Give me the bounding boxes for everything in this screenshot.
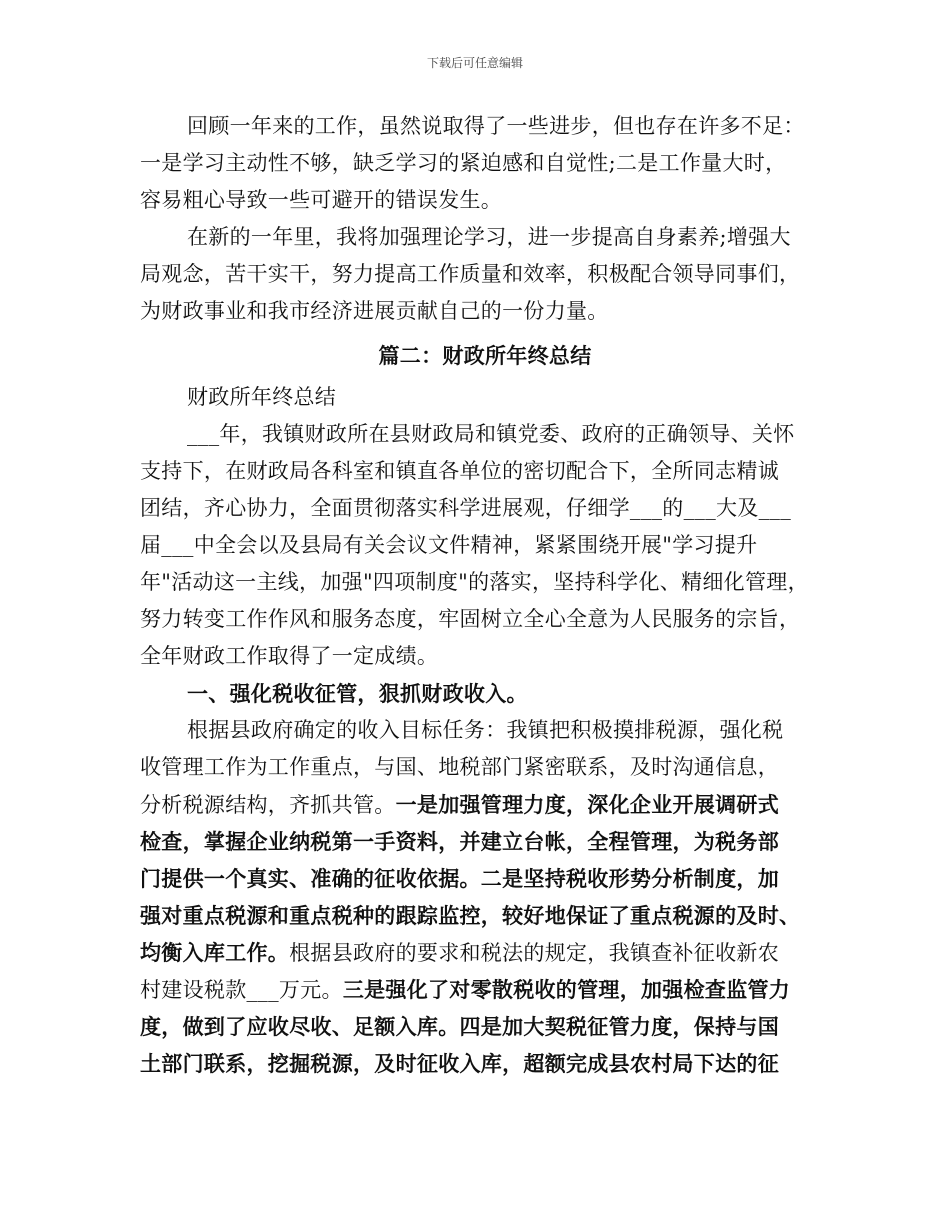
text-line: 土部门联系，挖掘税源，及时征收入库，超额完成县农村局下达的征 — [140, 1051, 779, 1076]
text-run: 分析税源结构，齐抓共管。 — [140, 793, 396, 817]
section-heading: 一、强化税收征管，狠抓财政收入。 — [187, 681, 528, 706]
paragraph-intro — [140, 416, 830, 675]
paragraph-review — [140, 108, 830, 219]
text-line — [140, 786, 830, 823]
text-line: 检查，掌握企业纳税第一手资料，并建立台帐，全程管理，为税务部 — [140, 829, 779, 854]
header-note: 下载后可任意编辑 — [426, 56, 523, 70]
bold-text-run: 均衡入库工作。 — [140, 940, 290, 965]
bold-text-run: 一是加强管理力度，深化企业开展调研式 — [395, 792, 780, 817]
text-line: 强对重点税源和重点税种的跟踪监控，较好地保证了重点税源的及时、 — [140, 903, 801, 928]
text-run: 根据县政府的要求和税法的规定，我镇查补征收新农 — [289, 941, 780, 965]
text-run: 村建设税款___万元。 — [140, 978, 343, 1002]
paragraph-plan — [140, 219, 830, 330]
bold-text-run: 三是强化了对零散税收的管理，加强检查监管力 — [342, 977, 791, 1002]
text-line: 努力转变工作作风和服务态度，牢固树立全心全意为人民服务的宗旨， — [140, 607, 801, 631]
text-line: 届___中全会以及县局有关会议文件精神，紧紧围绕开展"学习提升 — [140, 533, 758, 557]
text-line: 一是学习主动性不够，缺乏学习的紧迫感和自觉性;二是工作量大时， — [140, 151, 787, 175]
text-line: 为财政事业和我市经济进展贡献自己的一份力量。 — [140, 299, 609, 323]
text-line: 在新的一年里，我将加强理论学习，进一步提高自身素养;增强大 — [187, 225, 791, 249]
document-body — [140, 108, 830, 1082]
text-line: 根据县政府确定的收入目标任务：我镇把积极摸排税源，强化税 — [187, 718, 784, 742]
text-line — [140, 971, 830, 1008]
text-line: 局观念，苦干实干，努力提高工作质量和效率，积极配合领导同事们， — [140, 262, 801, 286]
text-line: 收管理工作为工作重点，与国、地税部门紧密联系，及时沟通信息， — [140, 755, 779, 779]
paragraph-tax — [140, 712, 830, 1082]
text-line: 回顾一年来的工作，虽然说取得了一些进步，但也存在许多不足： — [187, 114, 805, 138]
section-title: 篇二：财政所年终总结 — [378, 343, 592, 368]
text-line — [140, 934, 830, 971]
document-subtitle: 财政所年终总结 — [187, 385, 337, 409]
text-line: ___年，我镇财政所在县财政局和镇党委、政府的正确领导、关怀 — [187, 422, 795, 446]
text-line: 团结，齐心协力，全面贯彻落实科学进展观，仔细学___的___大及___ — [140, 496, 791, 520]
text-line: 容易粗心导致一些可避开的错误发生。 — [140, 188, 503, 212]
text-line: 门提供一个真实、准确的征收依据。二是坚持税收形势分析制度，加 — [140, 866, 779, 891]
text-line: 度，做到了应收尽收、足额入库。四是加大契税征管力度，保持与国 — [140, 1014, 779, 1039]
text-line: 全年财政工作取得了一定成绩。 — [140, 644, 439, 668]
text-line: 年"活动这一主线，加强"四项制度"的落实，坚持科学化、精细化管理， — [140, 570, 809, 594]
text-line: 支持下，在财政局各科室和镇直各单位的密切配合下，全所同志精诚 — [140, 459, 779, 483]
